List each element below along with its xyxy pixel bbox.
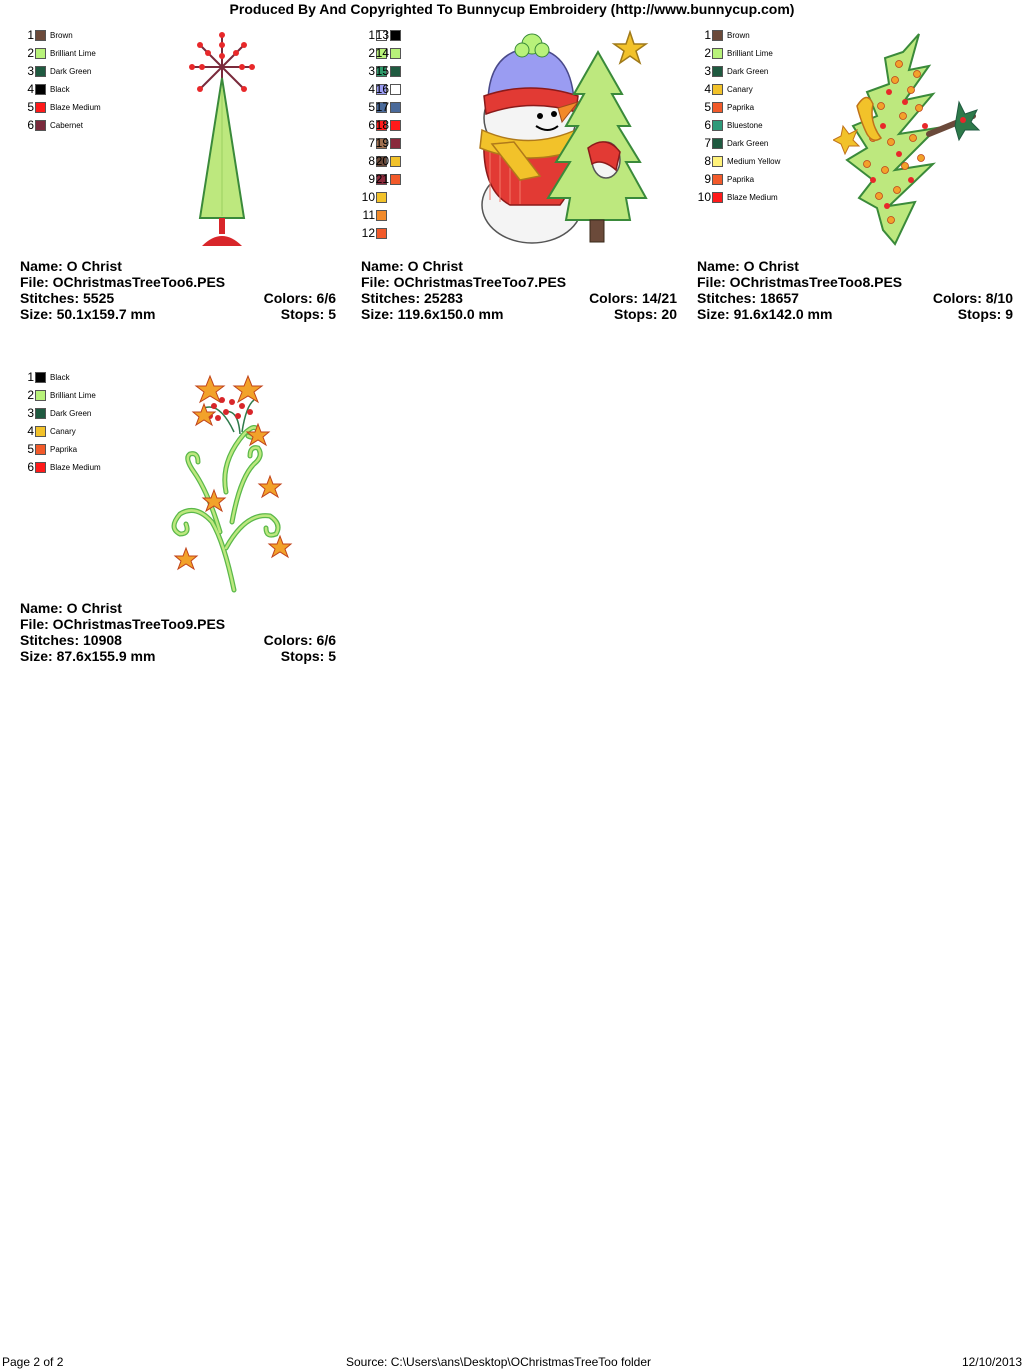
color-swatch: [35, 30, 46, 41]
legend-number: 2: [27, 388, 34, 402]
legend-number: 7: [704, 136, 711, 150]
legend-number: 4: [704, 82, 711, 96]
legend-color-name: Canary: [50, 426, 76, 436]
color-legend: [20, 26, 101, 134]
legend-number: 1: [704, 28, 711, 42]
swirl-tree-design-9-image: [154, 372, 294, 594]
design-name: Name: O Christ: [697, 258, 799, 274]
legend-row: [697, 26, 780, 44]
stop-count: Stops: 5: [280, 306, 336, 322]
color-swatch: [390, 30, 401, 41]
legend-number: 14: [375, 46, 389, 60]
color-swatch: [712, 138, 723, 149]
stop-count: Stops: 20: [613, 306, 677, 322]
color-swatch: [376, 192, 387, 203]
stitch-count: Stitches: 25283: [361, 290, 463, 306]
color-swatch: [390, 138, 401, 149]
design-file: File: OChristmasTreeToo8.PES: [697, 274, 903, 290]
color-count: Colors: 6/6: [263, 290, 336, 306]
legend-color-name: Black: [50, 84, 70, 94]
color-swatch: [390, 84, 401, 95]
legend-number: 2: [27, 46, 34, 60]
legend-number: 3: [368, 64, 375, 78]
color-swatch: [390, 120, 401, 131]
legend-row: [20, 116, 101, 134]
legend-color-name: Dark Green: [727, 66, 769, 76]
legend-row: [20, 98, 101, 116]
legend-color-name: Blaze Medium: [50, 102, 101, 112]
legend-number: 19: [375, 136, 389, 150]
color-swatch: [35, 372, 46, 383]
legend-color-name: Brilliant Lime: [50, 48, 96, 58]
color-count: Colors: 8/10: [932, 290, 1013, 306]
design-size: Size: 91.6x142.0 mm: [697, 306, 833, 322]
legend-row: [20, 80, 101, 98]
legend-number: 5: [27, 100, 34, 114]
legend-color-name: Brown: [727, 30, 750, 40]
legend-color-name: Medium Yellow: [727, 156, 781, 166]
color-swatch: [35, 426, 46, 437]
legend-number: 5: [704, 100, 711, 114]
legend-number: 1: [27, 28, 34, 42]
legend-number: 17: [375, 100, 389, 114]
design-name: Name: O Christ: [361, 258, 463, 274]
stitch-count: Stitches: 10908: [20, 632, 122, 648]
legend-number: 9: [368, 172, 375, 186]
page-number: Page 2 of 2: [2, 1355, 64, 1369]
legend-color-name: Black: [50, 372, 70, 382]
legend-color-name: Bluestone: [727, 120, 763, 130]
source-path: Source: C:\Users\ans\Desktop\OChristmasTreeToo folder: [346, 1355, 651, 1369]
design-name: Name: O Christ: [20, 600, 122, 616]
stop-count: Stops: 9: [957, 306, 1013, 322]
page-header: Produced By And Copyrighted To Bunnycup Embroidery (http://www.bunnycup.com): [229, 1, 795, 17]
legend-number: 6: [368, 118, 375, 132]
legend-number: 21: [375, 172, 389, 186]
color-legend: [20, 368, 101, 476]
design-size: Size: 87.6x155.9 mm: [20, 648, 156, 664]
legend-color-name: Dark Green: [50, 66, 92, 76]
color-swatch: [390, 48, 401, 59]
legend-number: 7: [368, 136, 375, 150]
legend-number: 8: [704, 154, 711, 168]
legend-number: 10: [697, 190, 711, 204]
stitch-count: Stitches: 18657: [697, 290, 799, 306]
color-count: Colors: 14/21: [589, 290, 677, 306]
legend-number: 1: [27, 370, 34, 384]
legend-color-name: Brilliant Lime: [727, 48, 773, 58]
legend-color-name: Paprika: [50, 444, 78, 454]
color-count: Colors: 6/6: [263, 632, 336, 648]
tree-design-6-image: [182, 30, 262, 250]
legend-row: [20, 458, 101, 476]
color-swatch: [35, 84, 46, 95]
color-swatch: [712, 84, 723, 95]
legend-number: 5: [27, 442, 34, 456]
legend-row: [697, 152, 780, 170]
legend-number: 3: [27, 64, 34, 78]
color-swatch: [712, 156, 723, 167]
legend-row: [20, 386, 101, 404]
color-swatch: [390, 156, 401, 167]
legend-number: 8: [368, 154, 375, 168]
legend-color-name: Cabernet: [50, 120, 83, 130]
legend-number: 3: [27, 406, 34, 420]
legend-color-name: Brilliant Lime: [50, 390, 96, 400]
legend-number: 15: [375, 64, 389, 78]
color-swatch: [712, 66, 723, 77]
legend-row: [697, 170, 780, 188]
design-info: [20, 258, 336, 322]
design-card-2: [355, 0, 685, 330]
legend-number: 6: [27, 460, 34, 474]
legend-number: 12: [361, 226, 375, 240]
legend-row: [697, 188, 780, 206]
legend-color-name: Blaze Medium: [50, 462, 101, 472]
design-info: [361, 258, 677, 322]
legend-color-name: Paprika: [727, 174, 755, 184]
print-date: 12/10/2013: [961, 1355, 1022, 1369]
legend-row: [697, 44, 780, 62]
leaning-tree-design-8-image: [833, 30, 981, 250]
legend-number: 1: [368, 28, 375, 42]
legend-color-name: Dark Green: [50, 408, 92, 418]
design-file: File: OChristmasTreeToo9.PES: [20, 616, 226, 632]
legend-number: 4: [27, 82, 34, 96]
design-card-1: [14, 0, 344, 330]
design-info: [697, 258, 1013, 322]
color-swatch: [390, 174, 401, 185]
legend-row: [20, 44, 101, 62]
design-info: [20, 600, 336, 664]
legend-number: 6: [704, 118, 711, 132]
color-swatch: [376, 228, 387, 239]
legend-row: [20, 62, 101, 80]
legend-color-name: Dark Green: [727, 138, 769, 148]
legend-row: [20, 422, 101, 440]
legend-row: [697, 134, 780, 152]
legend-row: [20, 26, 101, 44]
color-swatch: [390, 102, 401, 113]
legend-row: [697, 80, 780, 98]
design-file: File: OChristmasTreeToo7.PES: [361, 274, 567, 290]
design-card-3: [691, 0, 1021, 330]
color-swatch: [35, 120, 46, 131]
stitch-count: Stitches: 5525: [20, 290, 115, 306]
color-swatch: [35, 444, 46, 455]
color-swatch: [35, 66, 46, 77]
legend-number: 11: [362, 208, 375, 222]
legend-number: 9: [704, 172, 711, 186]
legend-row: [697, 62, 780, 80]
legend-number: 3: [704, 64, 711, 78]
color-swatch: [35, 390, 46, 401]
legend-color-name: Blaze Medium: [727, 192, 778, 202]
legend-row: [20, 404, 101, 422]
legend-number: 4: [27, 424, 34, 438]
legend-row: [697, 116, 780, 134]
color-swatch: [376, 210, 387, 221]
legend-number: 13: [375, 28, 389, 42]
color-swatch: [712, 174, 723, 185]
color-swatch: [712, 48, 723, 59]
color-swatch: [712, 120, 723, 131]
snowman-tree-design-7-image: [470, 30, 655, 248]
legend-row: [697, 98, 780, 116]
color-swatch: [712, 192, 723, 203]
color-swatch: [390, 66, 401, 77]
design-name: Name: O Christ: [20, 258, 122, 274]
legend-row: [20, 368, 101, 386]
color-swatch: [35, 408, 46, 419]
legend-number: 5: [368, 100, 375, 114]
design-size: Size: 50.1x159.7 mm: [20, 306, 156, 322]
legend-row: [20, 440, 101, 458]
design-size: Size: 119.6x150.0 mm: [361, 306, 504, 322]
legend-number: 20: [375, 154, 389, 168]
design-card-4: [14, 342, 344, 672]
legend-number: 18: [375, 118, 389, 132]
design-file: File: OChristmasTreeToo6.PES: [20, 274, 226, 290]
color-swatch: [35, 48, 46, 59]
color-swatch: [712, 30, 723, 41]
legend-color-name: Canary: [727, 84, 753, 94]
color-legend: [697, 26, 780, 206]
color-swatch: [35, 462, 46, 473]
legend-number: 4: [368, 82, 375, 96]
legend-color-name: Paprika: [727, 102, 755, 112]
legend-number: 6: [27, 118, 34, 132]
stop-count: Stops: 5: [280, 648, 336, 664]
legend-number: 16: [375, 82, 389, 96]
legend-number: 2: [704, 46, 711, 60]
legend-number: 10: [361, 190, 375, 204]
legend-color-name: Brown: [50, 30, 73, 40]
color-swatch: [712, 102, 723, 113]
color-swatch: [35, 102, 46, 113]
legend-number: 2: [368, 46, 375, 60]
